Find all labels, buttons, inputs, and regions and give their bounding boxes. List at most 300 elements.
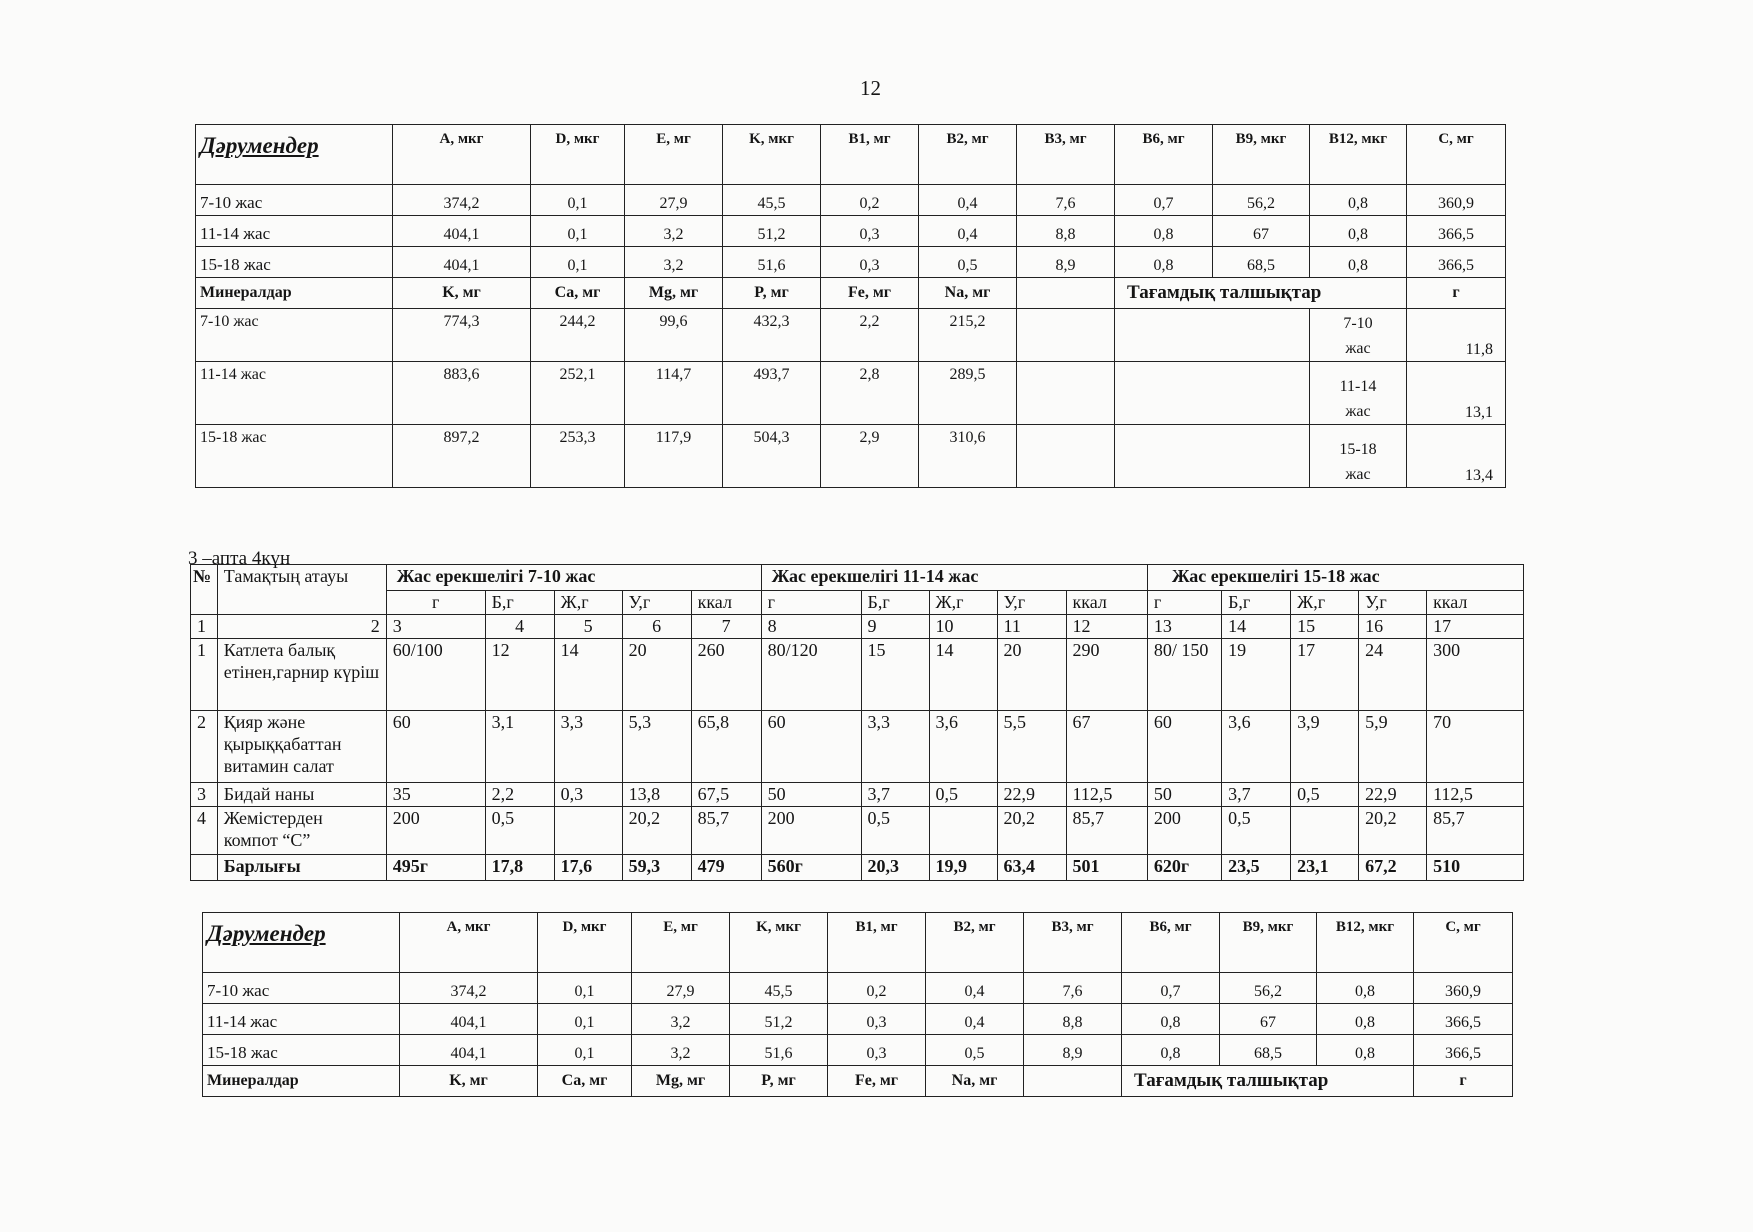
age-label: 11-14 жас — [196, 216, 393, 247]
vitamins-header-row — [196, 125, 1506, 185]
meal-value: 3,6 — [929, 711, 997, 783]
vitamin-header: B12, мкг — [1310, 125, 1407, 185]
dietary-fiber-title: Тағамдық талшықтар — [1115, 278, 1407, 309]
vitamin-value: 3,2 — [632, 1035, 730, 1066]
vitamin-value: 8,8 — [1024, 1004, 1122, 1035]
meal-value: 20,2 — [997, 807, 1066, 855]
subheader: г — [386, 591, 485, 615]
mineral-header: Na, мг — [919, 278, 1017, 309]
column-number: 4 — [485, 615, 554, 639]
mineral-value: 289,5 — [919, 362, 1017, 425]
table-row — [191, 807, 1524, 855]
fiber-age — [1310, 309, 1407, 362]
subheader: г — [1147, 591, 1221, 615]
vitamin-value: 51,2 — [730, 1004, 828, 1035]
vitamin-value: 56,2 — [1220, 973, 1317, 1004]
mineral-header: K, мг — [393, 278, 531, 309]
mineral-header: Mg, мг — [632, 1066, 730, 1097]
vitamin-value: 0,1 — [538, 1004, 632, 1035]
meal-value: 3,3 — [861, 711, 929, 783]
vitamin-value: 0,8 — [1115, 247, 1213, 278]
vitamin-value: 8,9 — [1024, 1035, 1122, 1066]
empty-cell — [1115, 425, 1310, 488]
minerals-header-row — [203, 1066, 1513, 1097]
vitamin-value: 7,6 — [1024, 973, 1122, 1004]
empty-cell — [191, 855, 218, 881]
mineral-header: P, мг — [723, 278, 821, 309]
minerals-title: Минералдар — [196, 278, 393, 309]
meal-value: 60/100 — [386, 639, 485, 711]
total-row — [191, 855, 1524, 881]
vitamin-value: 366,5 — [1414, 1035, 1513, 1066]
mineral-value: 883,6 — [393, 362, 531, 425]
table-row — [196, 362, 1506, 425]
empty-cell — [1017, 425, 1115, 488]
table-row — [196, 425, 1506, 488]
vitamin-value: 45,5 — [730, 973, 828, 1004]
mineral-value: 253,3 — [531, 425, 625, 488]
empty-cell — [1017, 278, 1115, 309]
meal-value: 22,9 — [1359, 783, 1427, 807]
vitamin-value: 51,6 — [723, 247, 821, 278]
meal-value: 14 — [929, 639, 997, 711]
vitamin-header: B6, мг — [1115, 125, 1213, 185]
subheader: г — [761, 591, 861, 615]
vitamin-header: B9, мкг — [1213, 125, 1310, 185]
column-number: 15 — [1291, 615, 1359, 639]
vitamin-value: 0,1 — [531, 185, 625, 216]
mineral-value: 493,7 — [723, 362, 821, 425]
table-row — [191, 783, 1524, 807]
vitamins-table-bottom — [202, 912, 1513, 1097]
mineral-header: Na, мг — [926, 1066, 1024, 1097]
meal-value: 3,9 — [1291, 711, 1359, 783]
fiber-age — [1310, 425, 1407, 488]
vitamin-value: 27,9 — [632, 973, 730, 1004]
minerals-title: Минералдар — [203, 1066, 400, 1097]
total-value: 501 — [1066, 855, 1147, 881]
row-number: 1 — [191, 639, 218, 711]
table-row — [203, 1035, 1513, 1066]
mineral-value: 897,2 — [393, 425, 531, 488]
total-value: 23,5 — [1222, 855, 1291, 881]
vitamin-value: 374,2 — [400, 973, 538, 1004]
table-row — [203, 973, 1513, 1004]
mineral-value: 117,9 — [625, 425, 723, 488]
mineral-header: Fe, мг — [828, 1066, 926, 1097]
meal-value: 50 — [1147, 783, 1221, 807]
mineral-value: 2,9 — [821, 425, 919, 488]
meal-value: 85,7 — [1427, 807, 1524, 855]
row-number: 4 — [191, 807, 218, 855]
fiber-grams: 11,8 — [1407, 309, 1506, 362]
mineral-header: Ca, мг — [538, 1066, 632, 1097]
vitamin-value: 45,5 — [723, 185, 821, 216]
meal-value: 20 — [997, 639, 1066, 711]
table-row — [191, 639, 1524, 711]
age-label: 15-18 жас — [196, 247, 393, 278]
vitamin-value: 0,8 — [1310, 185, 1407, 216]
mineral-value: 310,6 — [919, 425, 1017, 488]
meal-value: 0,5 — [1222, 807, 1291, 855]
meal-value: 20,2 — [622, 807, 691, 855]
vitamin-header: B12, мкг — [1317, 913, 1414, 973]
col-name-header: Тамақтың атауы — [217, 565, 386, 615]
meal-value: 35 — [386, 783, 485, 807]
vitamin-value: 0,1 — [538, 1035, 632, 1066]
column-number: 8 — [761, 615, 861, 639]
column-number: 6 — [622, 615, 691, 639]
fiber-unit: г — [1414, 1066, 1513, 1097]
vitamin-header: B2, мг — [926, 913, 1024, 973]
vitamin-value: 0,8 — [1115, 216, 1213, 247]
meal-value: 80/ 150 — [1147, 639, 1221, 711]
meal-value: 60 — [1147, 711, 1221, 783]
mineral-header: Mg, мг — [625, 278, 723, 309]
vitamins-title: Дәрумендер — [203, 913, 400, 973]
vitamins-header-row — [203, 913, 1513, 973]
mineral-value: 504,3 — [723, 425, 821, 488]
meal-value: 3,7 — [861, 783, 929, 807]
vitamin-value: 0,4 — [926, 973, 1024, 1004]
total-value: 479 — [691, 855, 761, 881]
empty-cell — [1017, 309, 1115, 362]
vitamin-value: 0,3 — [821, 247, 919, 278]
column-number: 3 — [386, 615, 485, 639]
vitamins-title: Дәрумендер — [196, 125, 393, 185]
vitamin-value: 404,1 — [393, 247, 531, 278]
total-value: 495г — [386, 855, 485, 881]
fiber-grams: 13,4 — [1407, 425, 1506, 488]
fiber-age-range: 11-14 — [1339, 378, 1377, 395]
minerals-header-row — [196, 278, 1506, 309]
mineral-header: Fe, мг — [821, 278, 919, 309]
column-number: 9 — [861, 615, 929, 639]
vitamin-header: C, мг — [1414, 913, 1513, 973]
subheader: Б,г — [485, 591, 554, 615]
vitamin-value: 8,8 — [1017, 216, 1115, 247]
meal-value: 14 — [554, 639, 622, 711]
meal-value: 60 — [761, 711, 861, 783]
vitamin-header: D, мкг — [538, 913, 632, 973]
vitamin-value: 8,9 — [1017, 247, 1115, 278]
dish-name: Қияр және қырыққабаттан витамин салат — [217, 711, 386, 783]
vitamin-value: 0,8 — [1122, 1004, 1220, 1035]
col-no-header: № — [191, 565, 218, 615]
vitamin-header: B6, мг — [1122, 913, 1220, 973]
meal-value — [554, 807, 622, 855]
vitamin-value: 3,2 — [625, 247, 723, 278]
total-value: 17,8 — [485, 855, 554, 881]
age-label: 15-18 жас — [196, 425, 393, 488]
column-number: 11 — [997, 615, 1066, 639]
meal-value: 85,7 — [691, 807, 761, 855]
meal-value: 3,3 — [554, 711, 622, 783]
vitamin-header: K, мкг — [730, 913, 828, 973]
meal-value: 0,5 — [929, 783, 997, 807]
meal-value: 300 — [1427, 639, 1524, 711]
table-row — [196, 185, 1506, 216]
meal-value: 65,8 — [691, 711, 761, 783]
meal-value: 200 — [761, 807, 861, 855]
vitamin-header: E, мг — [625, 125, 723, 185]
vitamin-value: 51,2 — [723, 216, 821, 247]
fiber-unit: г — [1407, 278, 1506, 309]
vitamin-header: B1, мг — [821, 125, 919, 185]
column-number: 2 — [217, 615, 386, 639]
meal-value: 12 — [485, 639, 554, 711]
age-group-7-10: Жас ерекшелігі 7-10 жас — [386, 565, 761, 591]
subheader: У,г — [997, 591, 1066, 615]
dietary-fiber-title: Тағамдық талшықтар — [1122, 1066, 1414, 1097]
subheader: Ж,г — [929, 591, 997, 615]
meal-value: 15 — [861, 639, 929, 711]
mineral-header: P, мг — [730, 1066, 828, 1097]
meal-value: 112,5 — [1066, 783, 1147, 807]
meal-value: 0,5 — [861, 807, 929, 855]
mineral-value: 2,2 — [821, 309, 919, 362]
age-group-15-18: Жас ерекшелігі 15-18 жас — [1147, 565, 1523, 591]
column-number: 5 — [554, 615, 622, 639]
vitamin-value: 67 — [1213, 216, 1310, 247]
meal-value: 5,3 — [622, 711, 691, 783]
mineral-value: 432,3 — [723, 309, 821, 362]
week-day-label: 3 –апта 4күн — [188, 548, 291, 569]
age-label: 7-10 жас — [203, 973, 400, 1004]
vitamin-value: 374,2 — [393, 185, 531, 216]
empty-cell — [1024, 1066, 1122, 1097]
fiber-age-range: 7-10 — [1343, 315, 1373, 332]
mineral-header: K, мг — [400, 1066, 538, 1097]
vitamin-value: 0,1 — [531, 247, 625, 278]
fiber-age-unit: жас — [1345, 403, 1371, 420]
vitamin-value: 68,5 — [1213, 247, 1310, 278]
vitamin-value: 7,6 — [1017, 185, 1115, 216]
meal-value: 0,3 — [554, 783, 622, 807]
dish-name: Бидай наны — [217, 783, 386, 807]
vitamin-header: E, мг — [632, 913, 730, 973]
subheader: Б,г — [861, 591, 929, 615]
vitamin-value: 0,8 — [1310, 247, 1407, 278]
vitamin-value: 0,4 — [919, 185, 1017, 216]
vitamin-header: B2, мг — [919, 125, 1017, 185]
total-value: 63,4 — [997, 855, 1066, 881]
subheader: ккал — [1066, 591, 1147, 615]
vitamin-value: 0,8 — [1317, 1035, 1414, 1066]
subheader: Б,г — [1222, 591, 1291, 615]
table-row — [191, 711, 1524, 783]
vitamin-header: B1, мг — [828, 913, 926, 973]
vitamin-value: 0,5 — [919, 247, 1017, 278]
total-value: 560г — [761, 855, 861, 881]
vitamin-header: B3, мг — [1017, 125, 1115, 185]
age-label: 7-10 жас — [196, 185, 393, 216]
column-number: 7 — [691, 615, 761, 639]
vitamin-value: 0,4 — [926, 1004, 1024, 1035]
meal-value: 112,5 — [1427, 783, 1524, 807]
column-number: 12 — [1066, 615, 1147, 639]
meal-value: 0,5 — [485, 807, 554, 855]
column-number: 13 — [1147, 615, 1221, 639]
vitamin-value: 0,3 — [821, 216, 919, 247]
meal-value: 19 — [1222, 639, 1291, 711]
vitamin-value: 3,2 — [625, 216, 723, 247]
vitamin-value: 0,8 — [1310, 216, 1407, 247]
dish-name: Катлета балық етінен,гарнир күріш — [217, 639, 386, 711]
vitamin-value: 0,8 — [1317, 1004, 1414, 1035]
vitamin-header: C, мг — [1407, 125, 1506, 185]
vitamin-value: 366,5 — [1407, 216, 1506, 247]
meal-value: 2,2 — [485, 783, 554, 807]
total-value: 510 — [1427, 855, 1524, 881]
vitamin-value: 360,9 — [1414, 973, 1513, 1004]
mineral-value: 215,2 — [919, 309, 1017, 362]
subheader: У,г — [1359, 591, 1427, 615]
column-number: 10 — [929, 615, 997, 639]
table-row — [196, 309, 1506, 362]
age-group-11-14: Жас ерекшелігі 11-14 жас — [761, 565, 1147, 591]
mineral-value: 2,8 — [821, 362, 919, 425]
vitamin-value: 0,4 — [919, 216, 1017, 247]
vitamin-value: 0,2 — [828, 973, 926, 1004]
meal-subheader-row — [191, 591, 1524, 615]
vitamin-value: 27,9 — [625, 185, 723, 216]
subheader: ккал — [691, 591, 761, 615]
vitamin-header: K, мкг — [723, 125, 821, 185]
total-value: 67,2 — [1359, 855, 1427, 881]
vitamin-value: 404,1 — [393, 216, 531, 247]
vitamin-value: 404,1 — [400, 1004, 538, 1035]
fiber-age-unit: жас — [1345, 466, 1371, 483]
vitamin-value: 56,2 — [1213, 185, 1310, 216]
vitamin-value: 366,5 — [1414, 1004, 1513, 1035]
meal-value: 85,7 — [1066, 807, 1147, 855]
table-row — [203, 1004, 1513, 1035]
age-label: 11-14 жас — [203, 1004, 400, 1035]
table-row — [196, 247, 1506, 278]
meal-value: 80/120 — [761, 639, 861, 711]
row-number: 3 — [191, 783, 218, 807]
meal-value: 290 — [1066, 639, 1147, 711]
vitamin-value: 0,3 — [828, 1035, 926, 1066]
vitamin-value: 0,8 — [1122, 1035, 1220, 1066]
meal-value: 22,9 — [997, 783, 1066, 807]
fiber-age-unit: жас — [1345, 340, 1371, 357]
meal-value: 13,8 — [622, 783, 691, 807]
empty-cell — [1115, 309, 1310, 362]
mineral-value: 774,3 — [393, 309, 531, 362]
age-label: 7-10 жас — [196, 309, 393, 362]
vitamin-value: 0,2 — [821, 185, 919, 216]
age-label: 11-14 жас — [196, 362, 393, 425]
vitamin-value: 366,5 — [1407, 247, 1506, 278]
meal-value — [929, 807, 997, 855]
subheader: ккал — [1427, 591, 1524, 615]
vitamin-value: 0,7 — [1122, 973, 1220, 1004]
meal-value: 67,5 — [691, 783, 761, 807]
fiber-age — [1310, 362, 1407, 425]
vitamin-header: B3, мг — [1024, 913, 1122, 973]
column-number: 1 — [191, 615, 218, 639]
meal-value: 60 — [386, 711, 485, 783]
subheader: Ж,г — [1291, 591, 1359, 615]
meal-value: 200 — [386, 807, 485, 855]
meal-value — [1291, 807, 1359, 855]
meal-value: 70 — [1427, 711, 1524, 783]
mineral-header: Ca, мг — [531, 278, 625, 309]
meal-value: 260 — [691, 639, 761, 711]
vitamin-value: 67 — [1220, 1004, 1317, 1035]
meal-value: 20 — [622, 639, 691, 711]
vitamin-value: 360,9 — [1407, 185, 1506, 216]
meal-value: 5,9 — [1359, 711, 1427, 783]
meal-value: 200 — [1147, 807, 1221, 855]
vitamin-value: 404,1 — [400, 1035, 538, 1066]
vitamin-value: 51,6 — [730, 1035, 828, 1066]
meal-value: 17 — [1291, 639, 1359, 711]
vitamin-value: 0,8 — [1317, 973, 1414, 1004]
age-label: 15-18 жас — [203, 1035, 400, 1066]
total-value: 19,9 — [929, 855, 997, 881]
fiber-grams: 13,1 — [1407, 362, 1506, 425]
vitamins-table-top — [195, 124, 1506, 488]
meal-value: 3,7 — [1222, 783, 1291, 807]
fiber-age-range: 15-18 — [1339, 441, 1377, 458]
meal-table — [190, 564, 1524, 881]
meal-group-header-row — [191, 565, 1524, 591]
total-label: Барлығы — [217, 855, 386, 881]
total-value: 59,3 — [622, 855, 691, 881]
page-number: 12 — [860, 76, 881, 100]
total-value: 20,3 — [861, 855, 929, 881]
meal-value: 50 — [761, 783, 861, 807]
column-number: 17 — [1427, 615, 1524, 639]
vitamin-value: 3,2 — [632, 1004, 730, 1035]
mineral-value: 114,7 — [625, 362, 723, 425]
subheader: У,г — [622, 591, 691, 615]
meal-value: 20,2 — [1359, 807, 1427, 855]
mineral-value: 244,2 — [531, 309, 625, 362]
meal-value: 5,5 — [997, 711, 1066, 783]
meal-value: 3,1 — [485, 711, 554, 783]
empty-cell — [1115, 362, 1310, 425]
column-number-row — [191, 615, 1524, 639]
subheader: Ж,г — [554, 591, 622, 615]
vitamin-header: D, мкг — [531, 125, 625, 185]
vitamin-value: 0,1 — [531, 216, 625, 247]
dish-name: Жемістерден компот “С” — [217, 807, 386, 855]
mineral-value: 252,1 — [531, 362, 625, 425]
meal-value: 67 — [1066, 711, 1147, 783]
column-number: 16 — [1359, 615, 1427, 639]
vitamin-value: 0,1 — [538, 973, 632, 1004]
table-row — [196, 216, 1506, 247]
total-value: 17,6 — [554, 855, 622, 881]
empty-cell — [1017, 362, 1115, 425]
vitamin-value: 0,5 — [926, 1035, 1024, 1066]
meal-value: 3,6 — [1222, 711, 1291, 783]
vitamin-header: A, мкг — [400, 913, 538, 973]
vitamin-value: 68,5 — [1220, 1035, 1317, 1066]
total-value: 620г — [1147, 855, 1221, 881]
total-value: 23,1 — [1291, 855, 1359, 881]
column-number: 14 — [1222, 615, 1291, 639]
vitamin-value: 0,3 — [828, 1004, 926, 1035]
meal-value: 24 — [1359, 639, 1427, 711]
mineral-value: 99,6 — [625, 309, 723, 362]
vitamin-header: B9, мкг — [1220, 913, 1317, 973]
vitamin-header: A, мкг — [393, 125, 531, 185]
